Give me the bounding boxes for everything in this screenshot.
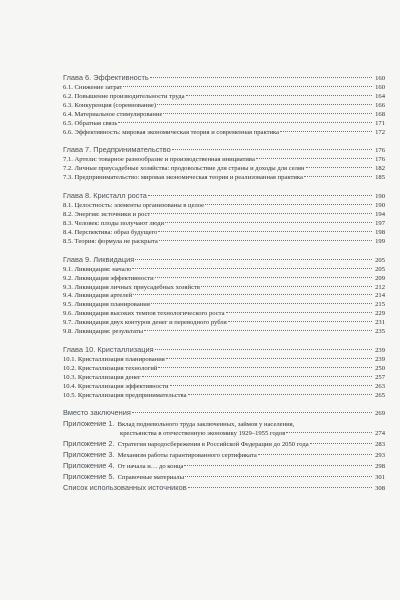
page-number: 212 [375, 283, 385, 291]
entry-title: Глава 8. Кристалл роста [63, 191, 147, 201]
entry-title: Механизм работы гарантированного сертификата [117, 452, 257, 460]
chapter-block [63, 145, 385, 183]
page-number: 171 [375, 119, 385, 127]
entry-title: 10.3. Кристаллизация денег [63, 373, 141, 381]
leader-dots [155, 277, 372, 278]
section-entry [63, 165, 385, 174]
chapter-heading [63, 345, 385, 356]
page-number: 215 [375, 301, 385, 309]
leader-dots [188, 394, 373, 395]
section-entry [63, 284, 385, 293]
leader-dots [123, 86, 372, 87]
section-entry [63, 266, 385, 275]
entry-title: 8.5. Теория: формула не раскрыта [63, 237, 158, 245]
section-entry [63, 310, 385, 319]
page-number: 199 [375, 237, 385, 245]
page-number: 257 [375, 373, 385, 381]
leader-dots [166, 358, 372, 359]
appendix-label: Приложение 1. [63, 419, 115, 429]
chapter-heading [63, 145, 385, 156]
leader-dots [184, 465, 372, 466]
appendix-entry [63, 461, 385, 472]
leader-dots [135, 259, 372, 260]
entry-title: 9.3. Ликвидация личных приусадебных хозяйств [63, 283, 201, 291]
entry-title: Вместо заключения [63, 408, 131, 418]
entry-title: Глава 10. Кристаллизация [63, 344, 154, 354]
back-matter [63, 408, 385, 494]
chapter-block [63, 191, 385, 247]
appendix-entry [63, 450, 385, 461]
table-of-contents [63, 73, 385, 494]
page-number: 166 [375, 101, 385, 109]
section-entry [63, 102, 385, 111]
entry-title: 8.2. Энергия: источники и рост [63, 211, 151, 219]
page-number: 160 [375, 75, 385, 82]
leader-dots [150, 77, 372, 78]
entry-title: 9.4. Ликвидация артелей [63, 292, 133, 300]
section-entry [63, 238, 385, 247]
entry-title: Глава 6. Эффективность [63, 73, 149, 82]
section-entry [63, 392, 385, 401]
appendix-entry-line1 [63, 419, 385, 430]
section-entry [63, 202, 385, 211]
leader-dots [172, 149, 372, 150]
leader-dots [304, 176, 372, 177]
leader-dots [201, 286, 372, 287]
page-number: 239 [375, 355, 385, 363]
page-number: 198 [375, 228, 385, 236]
leader-dots [155, 349, 372, 350]
page-number: 190 [375, 193, 385, 201]
page-number: 298 [375, 463, 385, 471]
page-number: 209 [375, 274, 385, 282]
entry-title: 6.5. Обратная связь [63, 119, 118, 127]
leader-dots [132, 268, 372, 269]
section-entry [63, 120, 385, 129]
entry-title: 8.4. Перспектива: образ будущего [63, 228, 158, 236]
page-number: 274 [375, 430, 385, 438]
entry-title: 6.6. Эффективность: мировая экономическая теория и современная практика [63, 128, 280, 136]
page-number: 293 [375, 452, 385, 460]
page-number: 214 [375, 292, 385, 300]
leader-dots [144, 330, 372, 331]
leader-dots [148, 195, 372, 196]
appendix-entry [63, 439, 385, 450]
page-number: 185 [375, 174, 385, 182]
entry-title: Список использованных источников [63, 483, 187, 493]
section-entry [63, 275, 385, 284]
page-number: 205 [375, 256, 385, 264]
leader-dots [188, 487, 372, 488]
entry-title: Вклад подневольного труда заключенных, займов у населения, [117, 421, 295, 429]
page-number: 239 [375, 346, 385, 354]
leader-dots [170, 385, 372, 386]
section-entry [63, 301, 385, 310]
leader-dots [280, 131, 372, 132]
page-number: 250 [375, 364, 385, 372]
entry-title: крестьянства в отечественную экономику 1929–1955 годов [120, 430, 286, 438]
section-entry [63, 220, 385, 229]
entry-title: 8.3. Человек: плоды получают люди [63, 219, 165, 227]
chapter-block [63, 345, 385, 401]
entry-title: 6.3. Конкуренция (соревнование) [63, 101, 157, 109]
leader-dots [310, 443, 372, 444]
entry-title: 10.2. Кристаллизация технологий [63, 364, 158, 372]
appendix-label: Приложение 2. [63, 439, 115, 449]
entry-title: Глава 9. Ликвидация [63, 254, 135, 264]
entry-title: 7.2. Личные приусадебные хозяйства: продовольствие для страны и доходы для селян [63, 165, 305, 173]
leader-dots [306, 167, 373, 168]
leader-dots [205, 204, 372, 205]
appendix-entry-line2 [63, 430, 385, 439]
entry-title: 9.7. Ликвидация двух контуров денег и переводного рубля [63, 319, 227, 327]
appendix-label: Приложение 3. [63, 450, 115, 460]
section-entry [63, 292, 385, 301]
page-number: 265 [375, 391, 385, 399]
entry-title: 6.4. Материальное стимулирование [63, 110, 163, 118]
conclusion-entry [63, 408, 385, 419]
page-number: 190 [375, 202, 385, 210]
leader-dots [142, 376, 372, 377]
appendix-entry [63, 472, 385, 483]
entry-title: 9.8. Ликвидация: результаты [63, 328, 144, 336]
page-number: 301 [375, 474, 385, 482]
page-number: 229 [375, 310, 385, 318]
leader-dots [157, 104, 372, 105]
entry-title: 9.2. Ликвидация эффективности [63, 274, 154, 282]
appendix-label: Приложение 4. [63, 461, 115, 471]
section-entry [63, 374, 385, 383]
leader-dots [118, 122, 372, 123]
leader-dots [186, 95, 372, 96]
leader-dots [258, 454, 372, 455]
section-entry [63, 156, 385, 165]
section-entry [63, 93, 385, 102]
page-number: 168 [375, 110, 385, 118]
page-number: 205 [375, 265, 385, 273]
leader-dots [158, 231, 372, 232]
section-entry [63, 383, 385, 392]
leader-dots [256, 158, 372, 159]
page-number: 182 [375, 165, 385, 173]
section-entry [63, 129, 385, 138]
leader-dots [163, 113, 372, 114]
page-number: 231 [375, 319, 385, 327]
section-entry [63, 365, 385, 374]
section-entry [63, 328, 385, 337]
section-entry [63, 356, 385, 365]
leader-dots [158, 367, 372, 368]
section-entry [63, 229, 385, 238]
chapter-block [63, 73, 385, 137]
page-number: 269 [375, 410, 385, 418]
page-number: 235 [375, 328, 385, 336]
section-entry [63, 319, 385, 328]
page-number: 176 [375, 156, 385, 164]
page-number: 176 [375, 147, 385, 155]
entry-title: 9.1. Ликвидация: начало [63, 265, 132, 273]
entry-title: Справочные материалы [117, 474, 184, 482]
section-entry [63, 111, 385, 120]
page-number: 172 [375, 128, 385, 136]
entry-title: Глава 7. Предпринимательство [63, 145, 171, 155]
leader-dots [151, 303, 372, 304]
leader-dots [133, 294, 372, 295]
entry-title: 7.1. Артели: товарное разнообразие и производственная инициатива [63, 156, 255, 164]
sources-entry [63, 483, 385, 494]
section-entry [63, 211, 385, 220]
entry-title: 10.1. Кристаллизация планирования [63, 355, 165, 363]
page-number: 283 [375, 441, 385, 449]
appendix-label: Приложение 5. [63, 472, 115, 482]
entry-title: 10.5. Кристаллизация предпринимательства [63, 391, 187, 399]
leader-dots [286, 432, 372, 433]
entry-title: 7.3. Предпринимательство: мировая экономическая теория и реализованная практика [63, 174, 303, 182]
chapter-heading [63, 255, 385, 266]
leader-dots [132, 412, 372, 413]
leader-dots [185, 476, 372, 477]
entry-title: 10.4. Кристаллизация эффективности [63, 382, 169, 390]
page-number: 197 [375, 219, 385, 227]
section-entry [63, 174, 385, 183]
entry-title: От начала и… до конца [117, 463, 184, 471]
leader-dots [159, 240, 372, 241]
leader-dots [228, 321, 372, 322]
page-number: 160 [375, 84, 385, 91]
entry-title: 8.1. Целостность: элементы организованы в целое [63, 202, 205, 210]
leader-dots [226, 312, 372, 313]
leader-dots [151, 213, 372, 214]
entry-title: 6.2. Повышение производительности труда [63, 92, 185, 100]
chapter-heading [63, 191, 385, 202]
entry-title: Стратегия народосбережения в Российской Федерации до 2050 года [117, 441, 309, 449]
page-number: 164 [375, 92, 385, 100]
chapter-block [63, 255, 385, 337]
entry-title: 9.6. Ликвидация высоких темпов технологического роста [63, 310, 225, 318]
page-number: 263 [375, 382, 385, 390]
entry-title: 9.5. Ликвидация планирования [63, 301, 150, 309]
page-number: 194 [375, 211, 385, 219]
leader-dots [165, 222, 372, 223]
section-entry [63, 84, 385, 93]
page-number: 308 [375, 485, 385, 493]
chapter-heading [63, 73, 385, 84]
entry-title: 6.1. Снижение затрат [63, 84, 123, 91]
